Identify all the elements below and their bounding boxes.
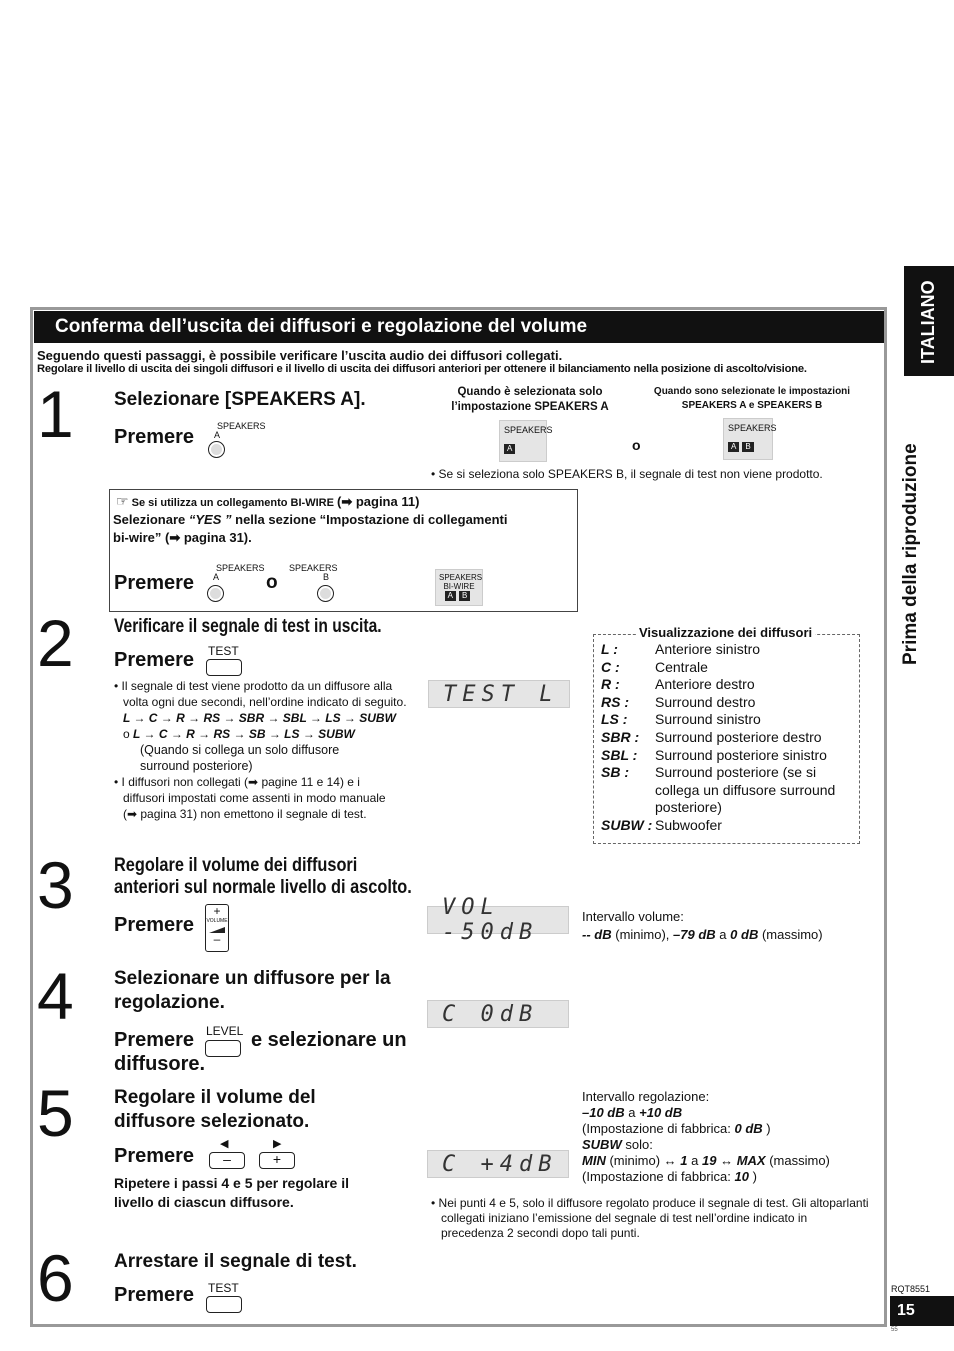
step-3-number: 3	[37, 848, 74, 922]
biwire-press: Premere	[114, 572, 195, 594]
intro-line-2: Regolare il livello di uscita dei singoli diffusori e il livello di uscita dei diffusori anteriori per ottenere il bilanciamento nella posizione di ascolto/visione.	[37, 363, 807, 375]
volume-button[interactable]: + VOLUME –	[205, 904, 229, 952]
step-2-bullets: • Il segnale di test viene prodotto da un diffusore alla volta ogni due secondi, nell’ordine indicato di seguito. L → C → R → RS → SBR → SBL → LS → SUBW o L → C → R → RS → SB → LS → SUBW (Quando si collega un solo diffusore surround posteriore) • I diffusori non collegati (➡ pagine 11 e 14) e i diffusori impostati come assenti in modo manuale (➡ pagina 31) non emettono il segnale di test.	[114, 679, 407, 821]
step-5-repeat: Ripetere i passi 4 e 5 per regolare il livello di ciascun diffusore.	[114, 1175, 349, 1210]
step-2-press: Premere	[114, 649, 195, 671]
speakers-a-button-sub: A	[214, 430, 221, 440]
display-level: C 0dB	[427, 1000, 569, 1028]
speaker-desc: Subwoofer	[655, 817, 722, 833]
step-4-number: 4	[37, 959, 74, 1033]
speaker-desc: Anteriore destro	[655, 676, 755, 693]
or-text-1: o	[632, 437, 641, 453]
speaker-list-item	[601, 782, 856, 800]
level-range: Intervallo regolazione: –10 dB a +10 dB (Impostazione di fabbrica: 0 dB ) SUBW solo: MIN (minimo) ↔ 1 a 19 ↔ MAX (massimo) (Impostazione di fabbrica: 10 )	[582, 1089, 830, 1184]
speaker-list-item	[601, 641, 856, 659]
biwire-body: Selezionare “YES ” nella sezione “Impostazione di collegamenti bi-wire” (➡ pagina 31).	[113, 512, 508, 545]
chapter-label: Prima della riproduzione	[900, 443, 921, 665]
test-button-2-label: TEST	[208, 1281, 239, 1295]
biwire-speakers-a-button[interactable]	[207, 585, 224, 602]
speaker-code: RS :	[601, 693, 629, 710]
step-1-note: • Se si seleziona solo SPEAKERS B, il segnale di test non viene prodotto.	[431, 467, 823, 481]
step-2-number: 2	[37, 606, 74, 680]
biwire-heading: ☞ Se si utilizza un collegamento BI-WIRE (➡ pagina 11)	[116, 493, 420, 509]
hint-hand-icon: ☞	[116, 493, 129, 509]
test-button-2[interactable]	[206, 1296, 242, 1313]
step-4-press-suffix-2: diffusore.	[114, 1053, 206, 1075]
biwire-btn-b-sub: B	[323, 572, 330, 582]
step-5-note: • Nei punti 4 e 5, solo il diffusore regolato produce il segnale di test. Gli altoparlanti collegati iniziano l’emissione del segnale di test nell’ordine indicato in precedenza 2 secondi dopo tali punti.	[431, 1196, 869, 1240]
display-test-l: TEST L	[428, 680, 570, 708]
speaker-code: L :	[601, 641, 618, 657]
level-button-label: LEVEL	[206, 1024, 244, 1038]
level-minus-button[interactable]: –	[209, 1152, 245, 1169]
speaker-code: SUBW :	[601, 817, 653, 833]
speaker-desc: Surround sinistro	[655, 711, 761, 728]
page-number: 15	[890, 1296, 954, 1326]
step-6-number: 6	[37, 1241, 74, 1315]
display-ab-caption: Quando sono selezionate le impostazioni SPEAKERS A e SPEAKERS B	[653, 386, 851, 411]
speaker-list-title: Visualizzazione dei diffusori	[636, 625, 815, 640]
speaker-desc: Centrale	[655, 658, 708, 675]
step-4-press: Premere	[114, 1029, 195, 1051]
step-6-heading: Arrestare il segnale di test.	[114, 1251, 357, 1272]
step-1-heading: Selezionare [SPEAKERS A].	[114, 389, 366, 410]
speaker-desc: posteriore)	[655, 799, 722, 816]
display-a-caption: Quando è selezionata solo l’impostazione SPEAKERS A	[451, 386, 609, 413]
or-text-2: o	[266, 572, 278, 593]
level-button[interactable]	[205, 1040, 241, 1057]
speaker-list-item	[601, 764, 856, 782]
display-level-adjust: C +4dB	[427, 1150, 569, 1178]
right-arrow-icon: ▶	[273, 1138, 282, 1150]
step-5-press: Premere	[114, 1145, 195, 1167]
step-1-number: 1	[37, 377, 74, 451]
step-5-number: 5	[37, 1076, 74, 1150]
step-4-heading: Selezionare un diffusore per la regolazione.	[114, 968, 391, 1013]
speaker-list-item	[601, 817, 856, 835]
speaker-code: SBL :	[601, 746, 638, 763]
speaker-desc: Anteriore sinistro	[655, 641, 761, 657]
speaker-code: R :	[601, 676, 620, 693]
speakers-a-button-label: SPEAKERS	[217, 421, 266, 431]
display-volume: VOL -50dB	[427, 906, 569, 934]
test-button[interactable]	[206, 659, 242, 676]
step-1-press: Premere	[114, 426, 195, 448]
step-3-press: Premere	[114, 914, 195, 936]
speaker-list-item	[601, 711, 856, 729]
biwire-btn-a-sub: A	[213, 572, 220, 582]
language-tab	[904, 266, 954, 376]
step-4-press-suffix: e selezionare un	[251, 1029, 407, 1051]
speaker-list-item	[601, 694, 856, 712]
display-biwire: SPEAKERS BI-WIRE A B	[435, 569, 483, 606]
test-button-label: TEST	[208, 644, 239, 658]
speaker-desc: Surround posteriore destro	[655, 729, 822, 745]
level-plus-button[interactable]: +	[259, 1152, 295, 1169]
biwire-btn-b-label: SPEAKERS	[289, 563, 338, 573]
step-2-heading: Verificare il segnale di test in uscita.	[114, 616, 382, 637]
biwire-speakers-b-button[interactable]	[317, 585, 334, 602]
speaker-code: C :	[601, 658, 620, 675]
speaker-list-item	[601, 659, 856, 677]
speaker-desc: Surround posteriore (se si	[655, 764, 817, 781]
speaker-list-item	[601, 799, 856, 817]
section-title: Conferma dell’uscita dei diffusori e regolazione del volume	[34, 311, 884, 343]
speaker-list-item	[601, 676, 856, 694]
speaker-desc: Surround posteriore sinistro	[655, 746, 827, 763]
intro-line-1: Seguendo questi passaggi, è possibile verificare l’uscita audio dei diffusori collegati.	[37, 348, 563, 363]
display-speakers-ab: SPEAKERS A B	[723, 418, 773, 460]
speaker-list-rows	[601, 641, 856, 841]
display-speakers-a: SPEAKERS A	[499, 420, 547, 462]
speaker-code: SB :	[601, 764, 629, 781]
biwire-btn-a-label: SPEAKERS	[216, 563, 265, 573]
step-5-heading: Regolare il volume del diffusore selezionato.	[114, 1087, 316, 1132]
step-6-press: Premere	[114, 1284, 195, 1306]
step-3-heading: Regolare il volume dei diffusori anteriori sul normale livello di ascolto.	[114, 855, 412, 898]
volume-range: Intervallo volume: -- dB (minimo), –79 dB a 0 dB (massimo)	[582, 909, 823, 942]
model-code: RQT8551	[891, 1284, 931, 1294]
speaker-list-item	[601, 747, 856, 765]
left-arrow-icon: ◀	[220, 1138, 229, 1150]
speakers-a-button[interactable]	[208, 441, 225, 458]
speaker-desc: Surround destro	[655, 693, 756, 710]
speaker-code: LS :	[601, 711, 628, 728]
speaker-desc: collega un diffusore surround	[655, 781, 836, 798]
speaker-code: SBR :	[601, 729, 640, 745]
speaker-list-item	[601, 729, 856, 747]
tiny-code: 55	[891, 1327, 898, 1333]
language-label: ITALIANO	[918, 280, 938, 364]
